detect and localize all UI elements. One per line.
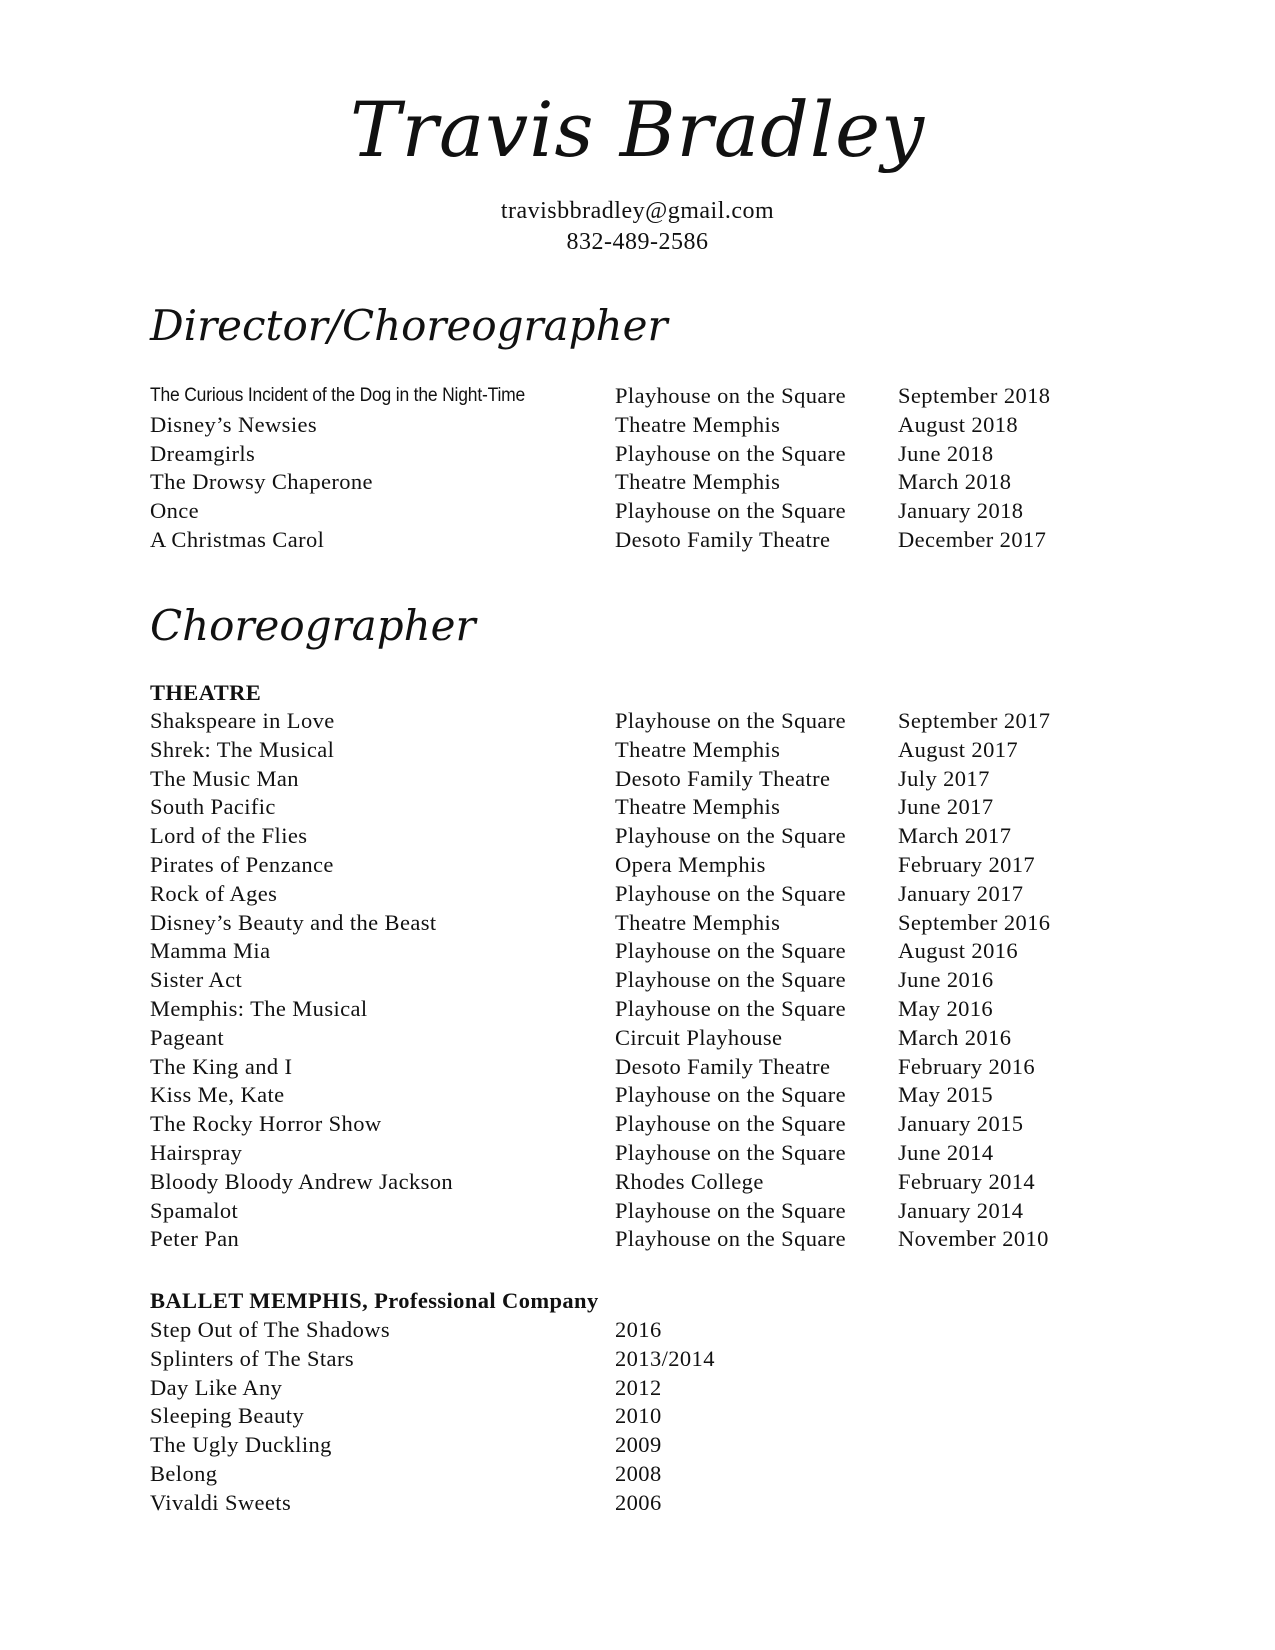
credit-show: South Pacific [150,794,276,820]
credit-venue: Playhouse on the Square [615,498,847,524]
credit-date: August 2016 [898,938,1019,964]
credit-show: Lord of the Flies [150,823,308,849]
credit-date: June 2016 [898,967,994,993]
ballet-row [150,1316,1160,1345]
credit-venue: Playhouse on the Square [615,1139,847,1165]
credit-venue: Theatre Memphis [615,736,781,762]
credit-row [150,851,1160,880]
credit-show: Shakspeare in Love [150,708,335,733]
credit-date: March 2016 [898,1024,1012,1050]
credit-date: May 2016 [898,995,994,1021]
credit-venue: Playhouse on the Square [615,708,847,733]
credit-venue: Theatre Memphis [615,794,781,820]
credit-row [150,909,1160,938]
credit-row [150,995,1160,1024]
credit-row [150,880,1160,909]
credit-venue: Playhouse on the Square [615,823,847,849]
credit-venue: Playhouse on the Square [615,1111,847,1137]
credit-row [150,1225,1160,1254]
credit-show: A Christmas Carol [150,526,325,552]
credit-date: August 2018 [898,411,1019,437]
credit-show: Disney’s Beauty and the Beast [150,909,437,935]
ballet-year: 2006 [615,1489,662,1515]
credit-venue: Playhouse on the Square [615,1082,847,1108]
ballet-row [150,1489,1160,1518]
credit-date: May 2015 [898,1082,994,1108]
ballet-row [150,1402,1160,1431]
credit-date: June 2014 [898,1139,994,1165]
credit-row [150,707,1160,736]
credit-venue: Rhodes College [615,1168,764,1194]
credit-venue: Desoto Family Theatre [615,765,831,791]
credit-show: Sister Act [150,967,243,993]
credit-row [150,526,1160,555]
theatre-credits-table [150,707,1160,1254]
credit-show: The Rocky Horror Show [150,1111,382,1137]
credit-date: July 2017 [898,765,990,791]
credit-row [150,793,1160,822]
ballet-work: Splinters of The Stars [150,1345,354,1371]
credit-venue: Playhouse on the Square [615,995,847,1021]
credit-venue: Desoto Family Theatre [615,1053,831,1079]
section-title-director: Director/Choreographer [150,301,668,350]
credit-show: Mamma Mia [150,938,271,964]
credit-date: December 2017 [898,526,1047,552]
credit-show: Kiss Me, Kate [150,1082,285,1108]
credit-venue: Theatre Memphis [615,469,781,495]
ballet-work: Vivaldi Sweets [150,1489,292,1515]
credit-show: Shrek: The Musical [150,736,335,762]
credit-venue: Desoto Family Theatre [615,526,831,552]
credit-venue: Playhouse on the Square [615,880,847,906]
credit-date: June 2018 [898,440,994,466]
credit-show: Dreamgirls [150,440,256,466]
credit-row [150,736,1160,765]
credit-show: Spamalot [150,1197,239,1223]
credit-date: March 2017 [898,823,1012,849]
ballet-year: 2010 [615,1403,662,1429]
credit-show: The King and I [150,1053,293,1079]
credit-venue: Theatre Memphis [615,909,781,935]
ballet-heading [150,1288,599,1314]
credit-show: Hairspray [150,1139,243,1165]
contact-email[interactable]: travisbbradley@gmail.com [500,198,775,224]
credit-date: January 2015 [898,1111,1024,1137]
credit-show: The Drowsy Chaperone [150,469,373,495]
credit-show: Bloody Bloody Andrew Jackson [150,1168,454,1194]
credit-row [150,1197,1160,1226]
credit-show: Once [150,498,200,524]
credit-date: February 2016 [898,1053,1036,1079]
credit-row [150,1168,1160,1197]
ballet-work: Day Like Any [150,1374,283,1400]
resume-name: Travis Bradley [349,85,926,174]
ballet-heading-company: BALLET MEMPHIS, [150,1288,369,1313]
ballet-year: 2012 [615,1374,662,1400]
credit-venue: Opera Memphis [615,851,766,877]
credit-date: January 2014 [898,1197,1024,1223]
credit-date: September 2016 [898,909,1051,935]
section-title-choreographer: Choreographer [150,601,476,650]
ballet-year: 2009 [615,1432,662,1458]
credit-date: March 2018 [898,469,1012,495]
credit-show: Peter Pan [150,1226,240,1252]
credit-date: September 2017 [898,708,1051,733]
credit-row [150,497,1160,526]
credit-date: November 2010 [898,1226,1049,1252]
credit-row [150,382,1160,411]
credit-row [150,1024,1160,1053]
credit-date: September 2018 [898,383,1051,408]
credit-show: Memphis: The Musical [150,995,368,1021]
credit-show: Pirates of Penzance [150,851,334,877]
ballet-work: Step Out of The Shadows [150,1317,391,1342]
credit-date: June 2017 [898,794,994,820]
credit-show: Disney’s Newsies [150,411,318,437]
credit-row [150,1110,1160,1139]
ballet-row [150,1460,1160,1489]
credit-show: The Curious Incident of the Dog in the Night-Time [150,385,526,406]
ballet-credits-table [150,1316,1160,1518]
credit-show: The Music Man [150,765,299,791]
credit-row [150,411,1160,440]
credit-date: August 2017 [898,736,1019,762]
ballet-row [150,1374,1160,1403]
credit-venue: Playhouse on the Square [615,938,847,964]
contact-phone: 832-489-2586 [566,229,709,255]
ballet-year: 2013/2014 [615,1345,715,1371]
credit-show: Rock of Ages [150,880,278,906]
ballet-work: Belong [150,1460,218,1486]
credit-venue: Playhouse on the Square [615,440,847,466]
credit-row [150,765,1160,794]
credit-row [150,1081,1160,1110]
credit-venue: Playhouse on the Square [615,1226,847,1252]
credit-venue: Playhouse on the Square [615,383,847,408]
theatre-heading: THEATRE [150,680,262,705]
ballet-work: Sleeping Beauty [150,1403,305,1429]
credit-row [150,937,1160,966]
credit-row [150,966,1160,995]
credit-date: February 2017 [898,851,1036,877]
credit-venue: Playhouse on the Square [615,1197,847,1223]
credit-row [150,440,1160,469]
credit-show: Pageant [150,1024,225,1050]
credit-date: February 2014 [898,1168,1036,1194]
credit-row [150,1053,1160,1082]
credit-venue: Theatre Memphis [615,411,781,437]
ballet-row [150,1431,1160,1460]
ballet-year: 2016 [615,1317,662,1342]
credit-row [150,468,1160,497]
credit-venue: Playhouse on the Square [615,967,847,993]
ballet-heading-suffix: Professional Company [368,1288,599,1313]
credit-row [150,1139,1160,1168]
ballet-year: 2008 [615,1460,662,1486]
ballet-row [150,1345,1160,1374]
credit-row [150,822,1160,851]
ballet-work: The Ugly Duckling [150,1432,332,1458]
credit-date: January 2018 [898,498,1024,524]
credit-venue: Circuit Playhouse [615,1024,783,1050]
credit-date: January 2017 [898,880,1024,906]
director-credits-table [150,382,1160,555]
